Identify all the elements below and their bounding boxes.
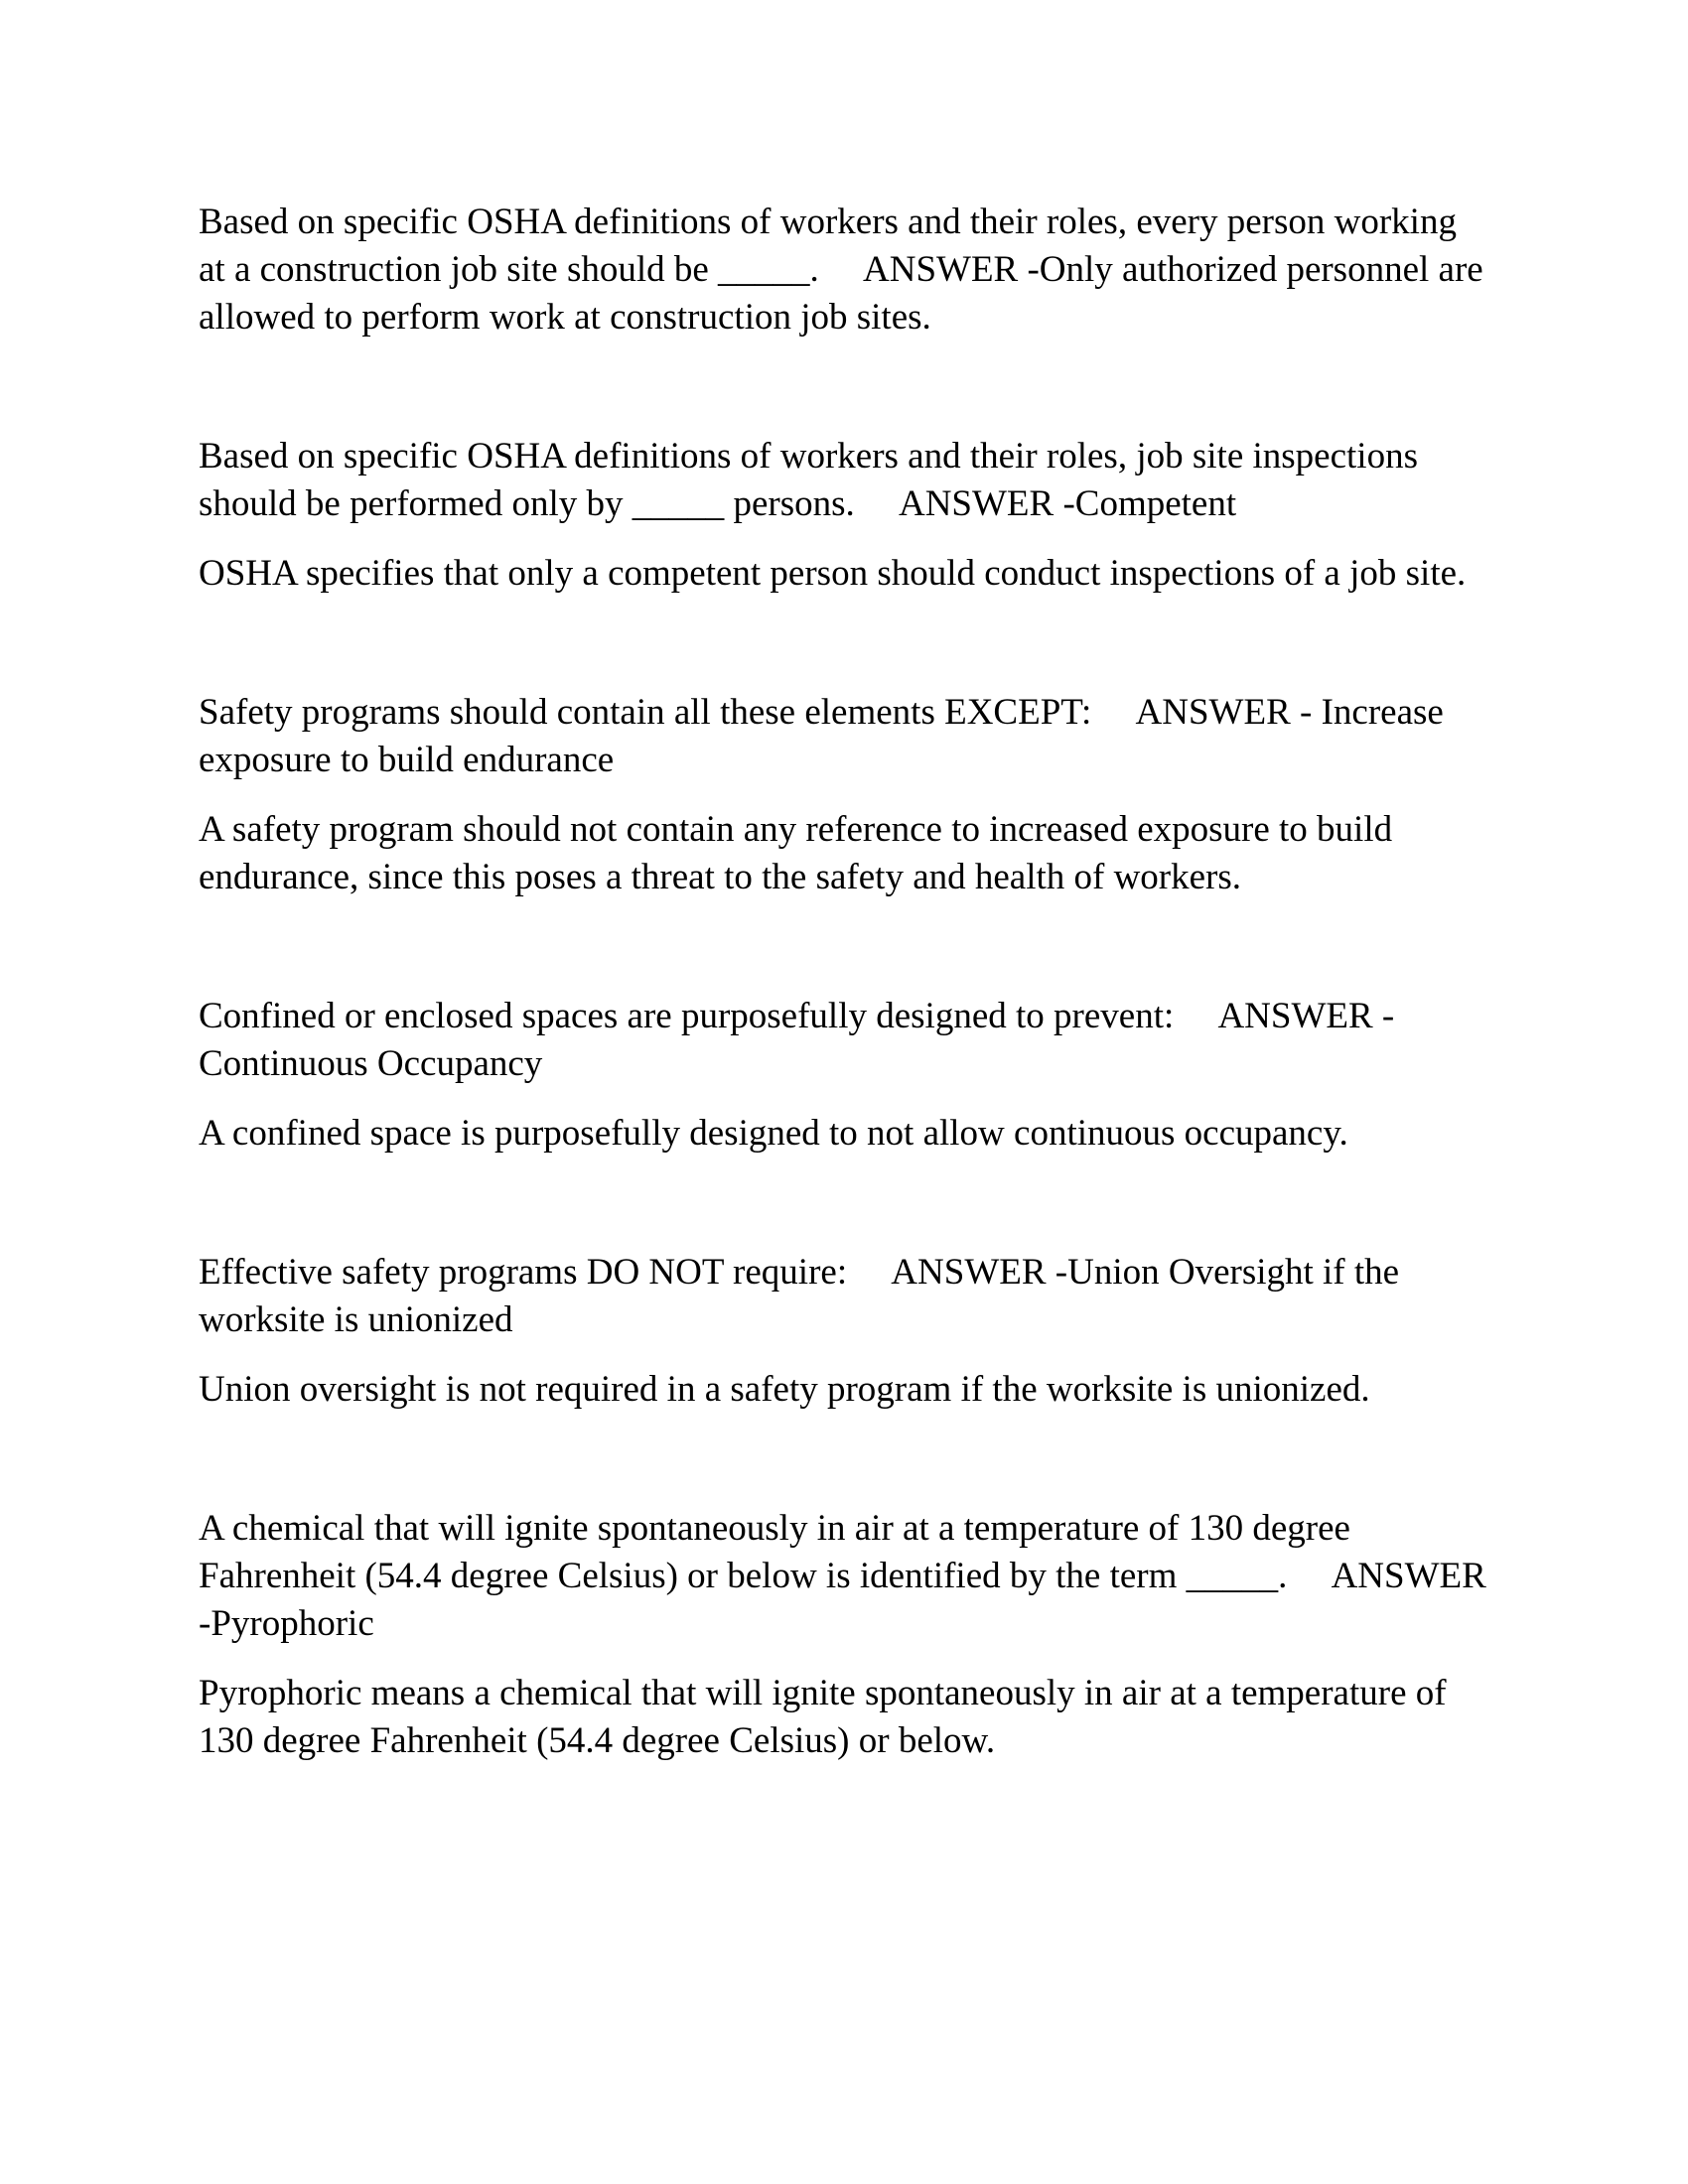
explanation-text: Union oversight is not required in a safety program if the worksite is unionized.: [199, 1369, 1370, 1410]
question-text: Based on specific OSHA definitions of workers and their roles, every person working at a construction job site should be _____. ANSWER -Only authorized personnel are allowed to perform work at construction job sites.: [199, 202, 1492, 338]
explanation-text: Pyrophoric means a chemical that will ignite spontaneously in air at a temperature of 130 degree Fahrenheit (54.4 degree Celsius) or below.: [199, 1673, 1447, 1761]
explanation-text: OSHA specifies that only a competent person should conduct inspections of a job site.: [199, 553, 1467, 594]
qa-item: [199, 199, 1492, 341]
question-text: A chemical that will ignite spontaneously in air at a temperature of 130 degree Fahrenheit (54.4 degree Celsius) or below is identified by the term _____. ANSWER -Pyrophoric: [199, 1508, 1496, 1644]
question-text: Effective safety programs DO NOT require: ANSWER -Union Oversight if the worksite is unionized: [199, 1252, 1409, 1340]
question-text: Confined or enclosed spaces are purposefully designed to prevent: ANSWER - Continuous Occupancy: [199, 996, 1404, 1084]
question-text: Based on specific OSHA definitions of workers and their roles, job site inspections should be performed only by _____ persons. ANSWER -Competent: [199, 436, 1428, 524]
question-text: Safety programs should contain all these elements EXCEPT: ANSWER - Increase exposure to build endurance: [199, 692, 1454, 780]
qa-item: [199, 1505, 1496, 1765]
qa-item: [199, 433, 1489, 598]
qa-item: [199, 993, 1489, 1158]
qa-item: [199, 1249, 1489, 1414]
explanation-text: A safety program should not contain any reference to increased exposure to build endurance, since this poses a threat to the safety and health of workers.: [199, 809, 1393, 897]
explanation-text: A confined space is purposefully designed to not allow continuous occupancy.: [199, 1113, 1348, 1154]
document-body: [199, 199, 1496, 1856]
qa-item: [199, 689, 1489, 901]
